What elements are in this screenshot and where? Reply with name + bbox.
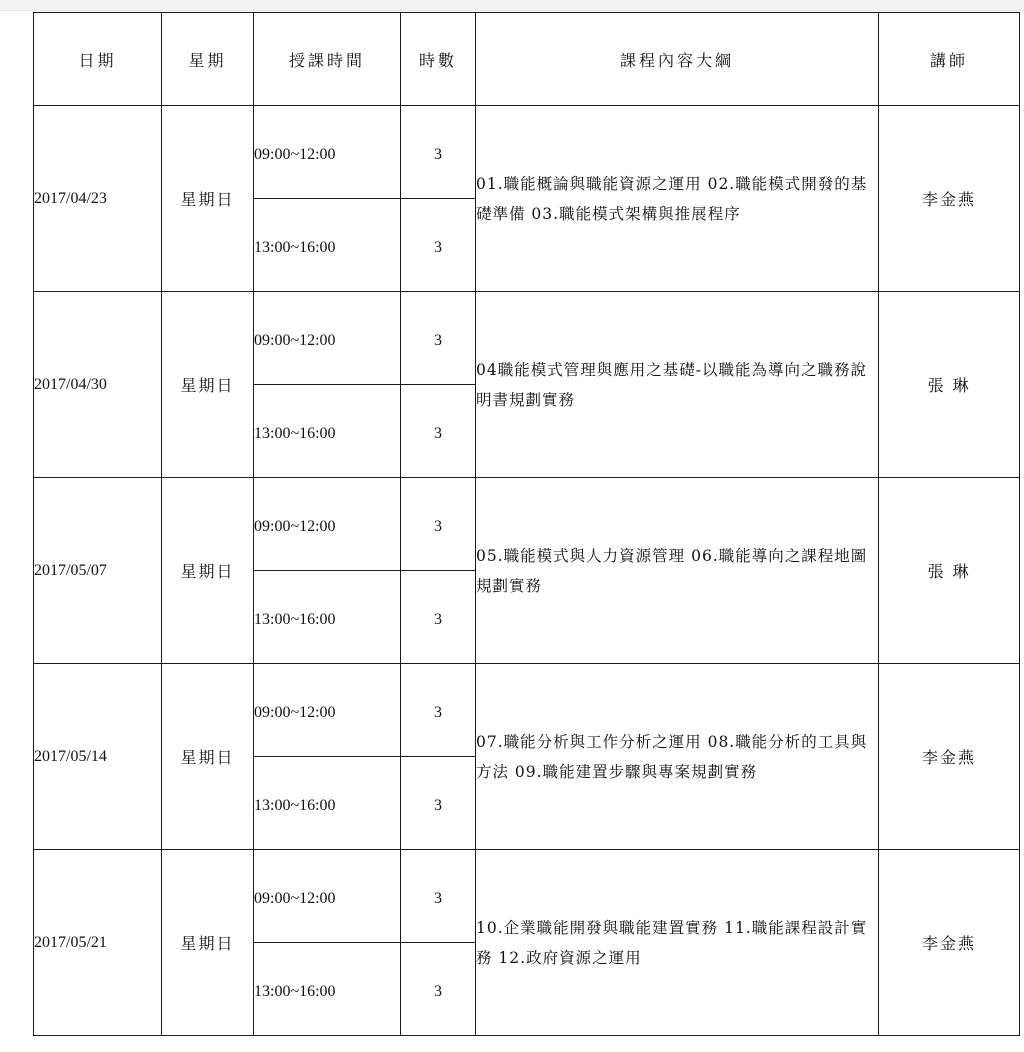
- morning-hours: 3: [401, 106, 476, 199]
- morning-time: 09:00~12:00: [254, 664, 401, 757]
- afternoon-time: 13:00~16:00: [254, 757, 401, 850]
- instructor-name: 李金燕: [879, 664, 1020, 850]
- header-row: [34, 13, 1020, 106]
- afternoon-time: 13:00~16:00: [254, 199, 401, 292]
- afternoon-hours: 3: [401, 199, 476, 292]
- table-row: [34, 664, 1020, 757]
- course-outline: 07.職能分析與工作分析之運用 08.職能分析的工具與方法 09.職能建置步驟與專案規劃實務: [476, 664, 879, 850]
- morning-hours: 3: [401, 664, 476, 757]
- afternoon-hours: 3: [401, 571, 476, 664]
- afternoon-time: 13:00~16:00: [254, 943, 401, 1036]
- morning-hours: 3: [401, 292, 476, 385]
- course-outline: 04職能模式管理與應用之基礎-以職能為導向之職務說明書規劃實務: [476, 292, 879, 478]
- table-row: [34, 106, 1020, 199]
- afternoon-hours: 3: [401, 757, 476, 850]
- instructor-name: 李金燕: [879, 850, 1020, 1036]
- table-row: [34, 292, 1020, 385]
- header-outline: 課程內容大綱: [476, 13, 879, 106]
- session-date: 2017/05/21: [34, 850, 162, 1036]
- top-strip: [0, 0, 1024, 11]
- header-date: 日期: [34, 13, 162, 106]
- header-instructor: 講師: [879, 13, 1020, 106]
- course-outline: 10.企業職能開發與職能建置實務 11.職能課程設計實務 12.政府資源之運用: [476, 850, 879, 1036]
- session-date: 2017/04/30: [34, 292, 162, 478]
- session-weekday: 星期日: [162, 478, 254, 664]
- table-row: [34, 850, 1020, 943]
- morning-time: 09:00~12:00: [254, 850, 401, 943]
- session-date: 2017/05/14: [34, 664, 162, 850]
- afternoon-time: 13:00~16:00: [254, 385, 401, 478]
- instructor-name: 張 琳: [879, 478, 1020, 664]
- instructor-name: 李金燕: [879, 106, 1020, 292]
- morning-hours: 3: [401, 850, 476, 943]
- morning-time: 09:00~12:00: [254, 292, 401, 385]
- session-weekday: 星期日: [162, 850, 254, 1036]
- session-date: 2017/05/07: [34, 478, 162, 664]
- session-weekday: 星期日: [162, 292, 254, 478]
- morning-hours: 3: [401, 478, 476, 571]
- instructor-name: 張 琳: [879, 292, 1020, 478]
- course-outline: 05.職能模式與人力資源管理 06.職能導向之課程地圖規劃實務: [476, 478, 879, 664]
- header-time: 授課時間: [254, 13, 401, 106]
- session-date: 2017/04/23: [34, 106, 162, 292]
- course-schedule-table: [33, 12, 1020, 1036]
- header-hours: 時數: [401, 13, 476, 106]
- morning-time: 09:00~12:00: [254, 478, 401, 571]
- header-weekday: 星期: [162, 13, 254, 106]
- morning-time: 09:00~12:00: [254, 106, 401, 199]
- session-weekday: 星期日: [162, 664, 254, 850]
- afternoon-hours: 3: [401, 943, 476, 1036]
- session-weekday: 星期日: [162, 106, 254, 292]
- course-outline: 01.職能概論與職能資源之運用 02.職能模式開發的基礎準備 03.職能模式架構與推展程序: [476, 106, 879, 292]
- afternoon-time: 13:00~16:00: [254, 571, 401, 664]
- afternoon-hours: 3: [401, 385, 476, 478]
- table-row: [34, 478, 1020, 571]
